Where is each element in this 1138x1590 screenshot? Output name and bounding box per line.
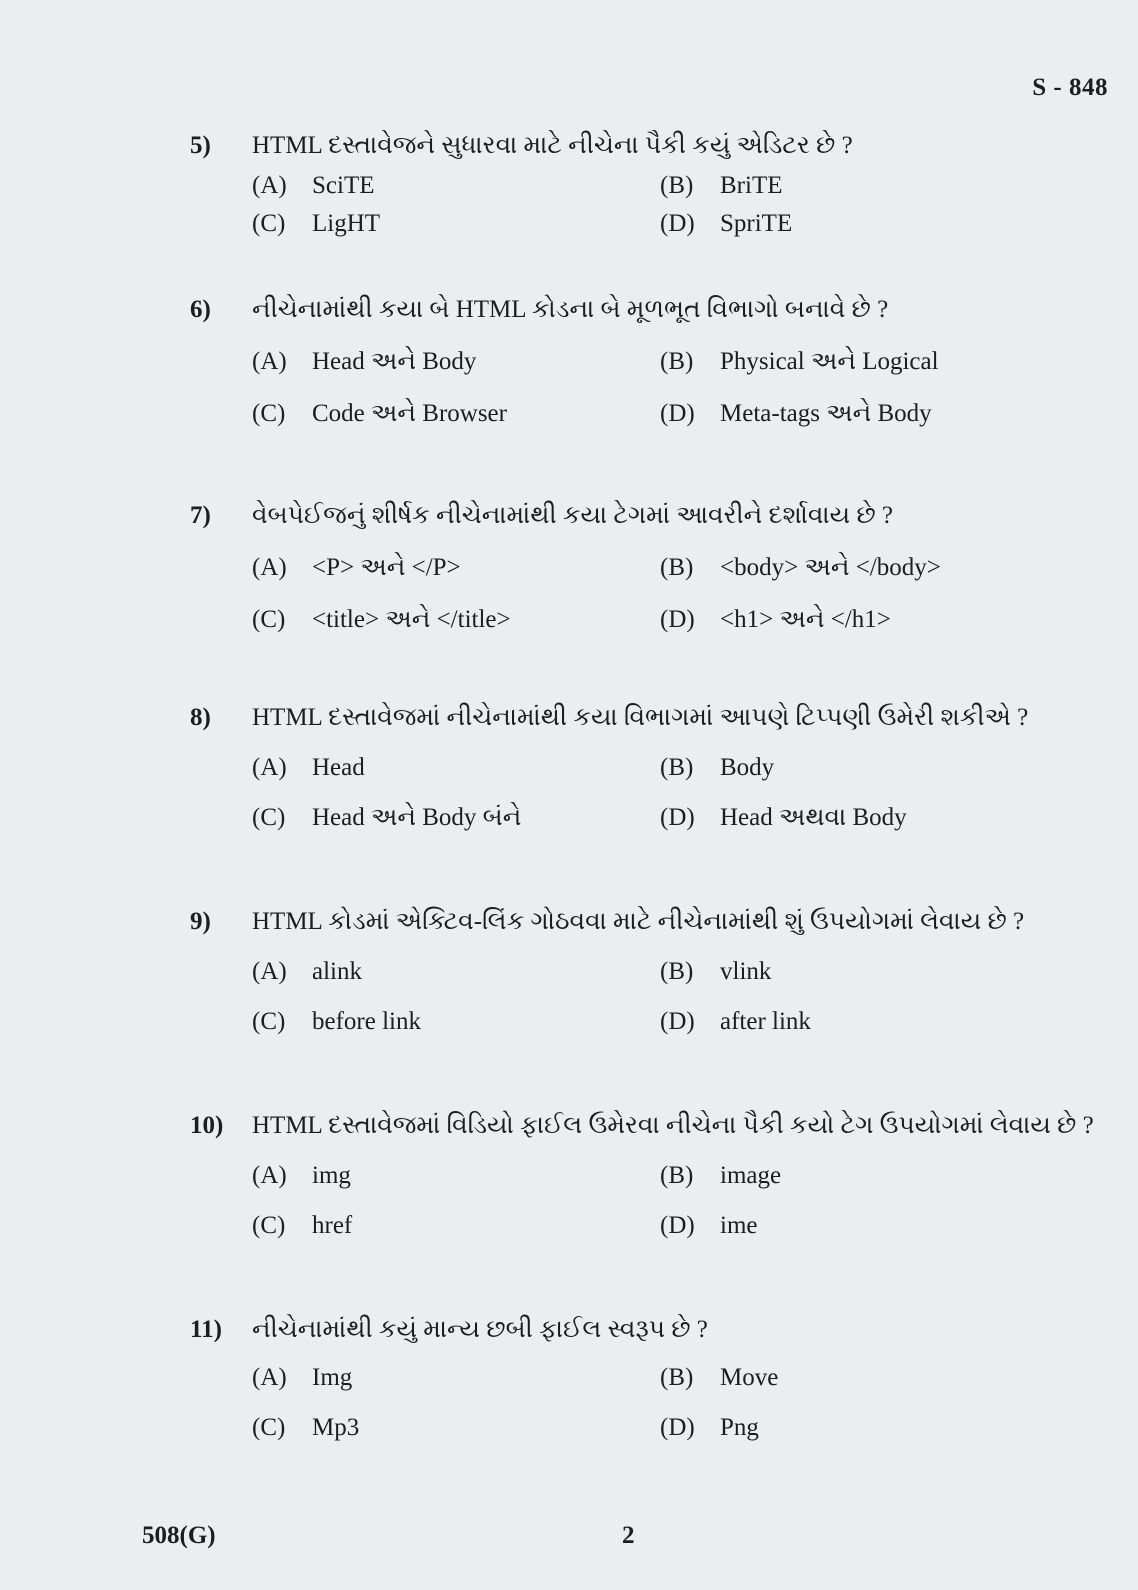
option-a [252, 754, 365, 782]
option-a [252, 1162, 351, 1190]
question-5 [190, 128, 1070, 244]
question-10 [190, 1108, 1094, 1246]
question-number: 8) [190, 704, 211, 731]
option-d [660, 1212, 758, 1240]
option-text: Move [720, 1364, 779, 1391]
question-text: HTML દસ્તાવેજમાં વિડિયો ફાઈલ ઉમેરવા નીચેના પૈકી કયો ટેગ ઉપયોગમાં લેવાય છે ? [252, 1112, 1094, 1139]
option-text: <P> અને </P> [312, 554, 461, 581]
option-label: (C) [252, 606, 286, 633]
option-text: Img [312, 1364, 353, 1391]
option-label: (D) [660, 606, 695, 633]
option-text: image [720, 1162, 782, 1189]
option-c [252, 606, 511, 634]
option-label: (C) [252, 400, 286, 427]
option-label: (A) [252, 1162, 287, 1189]
option-text: ime [720, 1212, 758, 1239]
question-number: 5) [190, 132, 211, 159]
option-a [252, 958, 362, 986]
option-text: Body [720, 754, 775, 781]
option-text: <h1> અને </h1> [720, 606, 891, 633]
option-d [660, 400, 932, 428]
option-b [660, 172, 783, 200]
option-label: (D) [660, 210, 695, 237]
option-text: href [312, 1212, 353, 1239]
option-text: BriTE [720, 172, 783, 199]
option-d [660, 606, 891, 634]
option-d [660, 1008, 811, 1036]
option-text: alink [312, 958, 362, 985]
option-label: (D) [660, 1414, 695, 1441]
option-text: <title> અને </title> [312, 606, 511, 633]
footer-page-number: 2 [622, 1522, 635, 1549]
question-7 [190, 498, 1070, 640]
option-d [660, 1414, 759, 1442]
option-label: (C) [252, 1414, 286, 1441]
option-label: (B) [660, 554, 694, 581]
option-c [252, 1008, 421, 1036]
option-label: (B) [660, 1162, 694, 1189]
option-label: (B) [660, 754, 694, 781]
option-text: vlink [720, 958, 772, 985]
option-text: Head અને Body [312, 348, 477, 375]
option-text: SpriTE [720, 210, 793, 237]
option-label: (D) [660, 804, 695, 831]
option-a [252, 348, 476, 376]
question-text: HTML દસ્તાવેજને સુધારવા માટે નીચેના પૈકી કયું એડિટર છે ? [252, 132, 853, 159]
option-c [252, 1212, 352, 1240]
option-label: (D) [660, 1212, 695, 1239]
option-b [660, 754, 774, 782]
question-text: નીચેનામાંથી કયું માન્ય છબી ફાઈલ સ્વરૂપ છે ? [252, 1316, 708, 1343]
footer-paper-code: 508(G) [142, 1522, 216, 1549]
question-6 [190, 292, 1070, 434]
option-b [660, 348, 939, 376]
option-label: (B) [660, 1364, 694, 1391]
option-label: (D) [660, 1008, 695, 1035]
option-label: (B) [660, 172, 694, 199]
option-d [660, 804, 907, 832]
option-label: (C) [252, 1212, 286, 1239]
option-c [252, 804, 521, 832]
option-label: (A) [252, 172, 287, 199]
option-c [252, 1414, 359, 1442]
option-text: Physical અને Logical [720, 348, 939, 375]
option-label: (A) [252, 1364, 287, 1391]
option-a [252, 172, 375, 200]
option-label: (A) [252, 348, 287, 375]
option-text: LigHT [312, 210, 381, 237]
option-b [660, 554, 941, 582]
question-11 [190, 1312, 1070, 1448]
question-number: 6) [190, 296, 211, 323]
option-label: (A) [252, 554, 287, 581]
option-text: Png [720, 1414, 759, 1441]
question-8 [190, 700, 1070, 838]
option-b [660, 958, 771, 986]
question-number: 10) [190, 1112, 224, 1139]
option-label: (C) [252, 210, 286, 237]
question-number: 7) [190, 502, 211, 529]
option-label: (C) [252, 804, 286, 831]
option-text: Code અને Browser [312, 400, 507, 427]
option-c [252, 210, 380, 238]
option-label: (A) [252, 958, 287, 985]
option-text: Head [312, 754, 365, 781]
option-label: (A) [252, 754, 287, 781]
question-text: HTML કોડમાં એક્ટિવ-લિંક ગોઠવવા માટે નીચેનામાંથી શું ઉપયોગમાં લેવાય છે ? [252, 908, 1025, 935]
question-text: HTML દસ્તાવેજમાં નીચેનામાંથી કયા વિભાગમાં આપણે ટિપ્પણી ઉમેરી શકીએ ? [252, 704, 1029, 731]
option-b [660, 1364, 778, 1392]
question-9 [190, 904, 1070, 1042]
option-label: (D) [660, 400, 695, 427]
option-a [252, 554, 461, 582]
question-text: વેબપેઈજનું શીર્ષક નીચેનામાંથી કયા ટેગમાં આવરીને દર્શાવાય છે ? [252, 502, 893, 529]
option-d [660, 210, 792, 238]
option-text: img [312, 1162, 351, 1189]
question-number: 11) [190, 1316, 222, 1343]
option-b [660, 1162, 781, 1190]
option-text: Head અથવા Body [720, 804, 907, 831]
option-label: (B) [660, 958, 694, 985]
option-c [252, 400, 507, 428]
question-number: 9) [190, 908, 211, 935]
page-code: S - 848 [1032, 74, 1108, 101]
option-text: before link [312, 1008, 421, 1035]
option-text: Meta-tags અને Body [720, 400, 932, 427]
question-text: નીચેનામાંથી કયા બે HTML કોડના બે મૂળભૂત વિભાગો બનાવે છે ? [252, 296, 889, 323]
option-a [252, 1364, 352, 1392]
option-text: Mp3 [312, 1414, 360, 1441]
option-label: (C) [252, 1008, 286, 1035]
option-text: Head અને Body બંને [312, 804, 522, 831]
option-text: <body> અને </body> [720, 554, 941, 581]
option-text: SciTE [312, 172, 375, 199]
option-label: (B) [660, 348, 694, 375]
option-text: after link [720, 1008, 811, 1035]
